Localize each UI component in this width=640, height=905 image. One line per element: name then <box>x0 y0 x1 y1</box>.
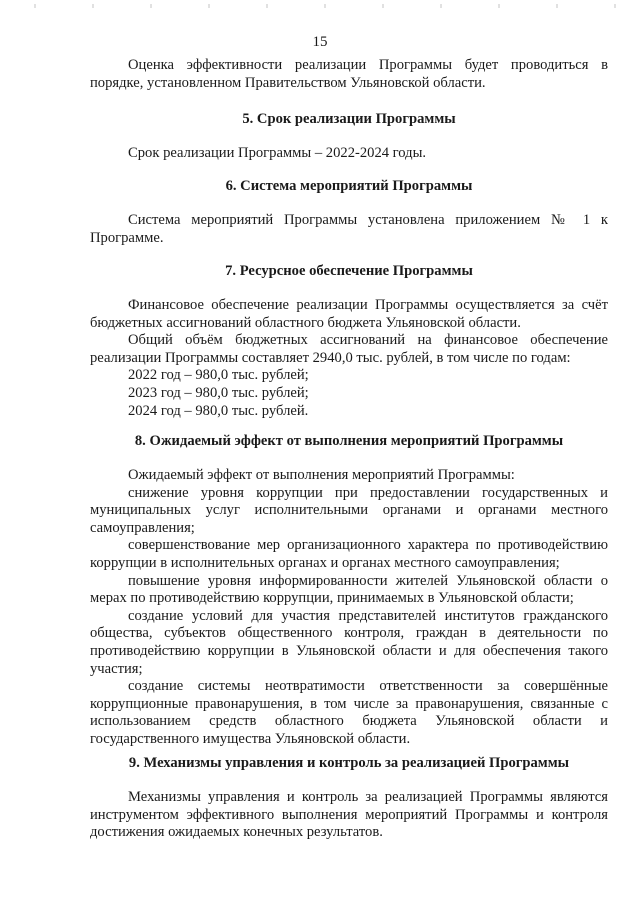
budget-year-2022: 2022 год – 980,0 тыс. рублей; <box>128 367 309 384</box>
section-7-title: 7. Ресурсное обеспечение Программы <box>225 263 473 279</box>
section-6-title: 6. Система мероприятий Программы <box>225 178 473 194</box>
section-6-text: Система мероприятий Программы установлена приложением № 1 к Программе. <box>90 212 608 246</box>
intro-text: Оценка эффективности реализации Программы будет проводиться в порядке, установленном Правительством Ульяновской области. <box>90 57 608 91</box>
effect-item: повышение уровня информированности жителей Ульяновской области о мерах по противодействию коррупции, принимаемых в Ульяновской области; <box>90 572 608 607</box>
budget-year-2023: 2023 год – 980,0 тыс. рублей; <box>128 384 309 401</box>
section-7-paragraph-1: Финансовое обеспечение реализации Программы осуществляется за счёт бюджетных ассигнований областного бюджета Ульяновской области. <box>90 297 608 331</box>
effect-item: снижение уровня коррупции при предоставлении государственных и муниципальных услуг исполнительными органами и органами местного самоуправления; <box>90 484 608 536</box>
page-number: 15 <box>312 34 328 50</box>
section-8-title: 8. Ожидаемый эффект от выполнения мероприятий Программы <box>134 433 564 449</box>
section-5-body <box>90 145 608 163</box>
section-9-title: 9. Механизмы управления и контроль за реализацией Программы <box>128 755 570 771</box>
section-7-body <box>90 297 608 420</box>
section-8-body <box>90 467 608 749</box>
section-5-text: Срок реализации Программы – 2022-2024 годы. <box>128 145 427 161</box>
effect-item: создание системы неотвратимости ответственности за совершённые коррупционные правонарушения, в том числе за правонарушения, связанные с использованием средств областного бюджета Ульяновской области и государственного имущества Ульяновской области. <box>90 678 608 747</box>
section-5-title: 5. Срок реализации Программы <box>242 111 456 127</box>
section-9-body <box>90 789 608 842</box>
effect-item: совершенствование мер организационного характера по противодействию коррупции в исполнительных органах и органах местного самоуправления; <box>90 537 608 571</box>
section-9-text: Механизмы управления и контроль за реализацией Программы являются инструментом эффективного выполнения мероприятий Программы и контроля достижения ожидаемых конечных результатов. <box>90 789 608 841</box>
section-6-body <box>90 212 608 247</box>
budget-year-2024: 2024 год – 980,0 тыс. рублей. <box>128 402 309 419</box>
section-8-lead: Ожидаемый эффект от выполнения мероприятий Программы: <box>128 467 515 483</box>
section-7-paragraph-2: Общий объём бюджетных ассигнований на финансовое обеспечение реализации Программы составляет 2940,0 тыс. рублей, в том числе по годам: <box>90 332 608 366</box>
scan-artifact <box>0 4 640 8</box>
intro-paragraph <box>90 57 608 92</box>
effect-item: создание условий для участия представителей институтов гражданского общества, субъектов общественного контроля, граждан в деятельности по противодействию коррупции в Ульяновской области и для обеспечения такого участия; <box>90 607 608 677</box>
